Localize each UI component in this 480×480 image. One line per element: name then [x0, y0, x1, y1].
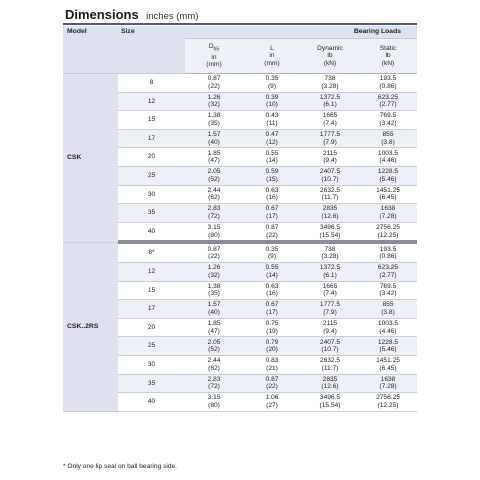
- l-cell: 0.87 (22): [243, 222, 301, 242]
- title-text: Dimensions: [65, 7, 139, 22]
- d-cell: 2.05 (52): [185, 166, 243, 185]
- l-cell: 1.06 (27): [243, 393, 301, 412]
- l-cell: 0.59 (15): [243, 166, 301, 185]
- dynamic-load-cell: 2115 (9.4): [301, 318, 359, 337]
- d-cell: 1.38 (35): [185, 111, 243, 130]
- d-cell: 1.57 (40): [185, 129, 243, 148]
- l-cell: 0.35 (9): [243, 242, 301, 262]
- header-dynamic: Dynamic lb (kN): [301, 39, 359, 74]
- static-load-cell: 1003.5 (4.46): [359, 318, 417, 337]
- header-d: $D_{h5}$ in (mm): [185, 39, 243, 74]
- static-load-cell: 1451.25 (6.45): [359, 185, 417, 204]
- dynamic-load-cell: 2632.5 (11.7): [301, 355, 359, 374]
- dynamic-load-cell: 1777.5 (7.9): [301, 300, 359, 319]
- d-cell: 3.15 (80): [185, 393, 243, 412]
- l-cell: 0.47 (12): [243, 129, 301, 148]
- static-load-cell: 769.5 (3.42): [359, 281, 417, 300]
- table-row: [63, 74, 417, 93]
- dynamic-load-cell: 2835 (12.6): [301, 374, 359, 393]
- l-cell: 0.83 (21): [243, 355, 301, 374]
- size-cell: 25: [118, 166, 185, 185]
- static-load-cell: 1228.5 (5.46): [359, 166, 417, 185]
- dynamic-load-cell: 2115 (9.4): [301, 148, 359, 167]
- footnote: * Only one lip seal on ball bearing side.: [63, 463, 177, 470]
- l-cell: 0.55 (14): [243, 262, 301, 281]
- static-load-cell: 2756.25 (12.25): [359, 222, 417, 242]
- dynamic-load-cell: 1665 (7.4): [301, 281, 359, 300]
- header-model: Model: [63, 26, 118, 74]
- size-cell: 15: [118, 111, 185, 130]
- size-cell: 20: [118, 318, 185, 337]
- size-cell: 40: [118, 393, 185, 412]
- dynamic-load-cell: 2835 (12.6): [301, 204, 359, 223]
- dynamic-load-cell: 2632.5 (11.7): [301, 185, 359, 204]
- l-cell: 0.63 (16): [243, 281, 301, 300]
- d-cell: 2.83 (72): [185, 204, 243, 223]
- static-load-cell: 2756.25 (12.25): [359, 393, 417, 412]
- d-cell: 2.44 (62): [185, 355, 243, 374]
- size-cell: 20: [118, 148, 185, 167]
- header-bearing-loads: Bearing Loads: [185, 26, 417, 39]
- size-cell: 35: [118, 204, 185, 223]
- header-l: L in (mm): [243, 39, 301, 74]
- dynamic-load-cell: 738 (3.28): [301, 74, 359, 93]
- static-load-cell: 623.25 (2.77): [359, 262, 417, 281]
- static-load-cell: 1228.5 (5.46): [359, 337, 417, 356]
- table-row: [63, 242, 417, 262]
- title-rule: [63, 23, 417, 25]
- size-cell: 12: [118, 92, 185, 111]
- static-load-cell: 769.5 (3.42): [359, 111, 417, 130]
- static-load-cell: 193.5 (0.86): [359, 74, 417, 93]
- d-cell: 2.83 (72): [185, 374, 243, 393]
- d-cell: 1.85 (47): [185, 318, 243, 337]
- static-load-cell: 1638 (7.28): [359, 204, 417, 223]
- d-cell: 0.87 (22): [185, 74, 243, 93]
- dynamic-load-cell: 1372.5 (6.1): [301, 262, 359, 281]
- size-cell: 25: [118, 337, 185, 356]
- static-load-cell: 623.25 (2.77): [359, 92, 417, 111]
- l-cell: 0.39 (10): [243, 92, 301, 111]
- size-cell: 17: [118, 300, 185, 319]
- size-cell: 8*: [118, 242, 185, 262]
- static-load-cell: 855 (3.8): [359, 300, 417, 319]
- l-cell: 0.79 (20): [243, 337, 301, 356]
- dynamic-load-cell: 2407.5 (10.7): [301, 337, 359, 356]
- d-cell: 1.26 (32): [185, 262, 243, 281]
- l-cell: 0.67 (17): [243, 204, 301, 223]
- static-load-cell: 855 (3.8): [359, 129, 417, 148]
- l-cell: 0.63 (16): [243, 185, 301, 204]
- l-cell: 0.43 (11): [243, 111, 301, 130]
- model-label: CSK: [63, 74, 118, 243]
- dynamic-load-cell: 3496.5 (15.54): [301, 393, 359, 412]
- size-cell: 12: [118, 262, 185, 281]
- size-cell: 15: [118, 281, 185, 300]
- d-cell: 3.15 (80): [185, 222, 243, 242]
- size-cell: 35: [118, 374, 185, 393]
- size-cell: 40: [118, 222, 185, 242]
- title-units: inches (mm): [146, 11, 199, 22]
- table-header: [63, 26, 417, 74]
- d-cell: 1.85 (47): [185, 148, 243, 167]
- l-cell: 0.75 (19): [243, 318, 301, 337]
- d-cell: 0.87 (22): [185, 242, 243, 262]
- static-load-cell: 1451.25 (6.45): [359, 355, 417, 374]
- l-cell: 0.55 (14): [243, 148, 301, 167]
- size-cell: 17: [118, 129, 185, 148]
- d-cell: 1.38 (35): [185, 281, 243, 300]
- group-csk: [63, 74, 417, 243]
- header-static: Static lb (kN): [359, 39, 417, 74]
- l-cell: 0.87 (22): [243, 374, 301, 393]
- static-load-cell: 193.5 (0.86): [359, 242, 417, 262]
- model-label: CSK..2RS: [63, 242, 118, 411]
- dynamic-load-cell: 1372.5 (6.1): [301, 92, 359, 111]
- size-cell: 8: [118, 74, 185, 93]
- dynamic-load-cell: 1665 (7.4): [301, 111, 359, 130]
- dynamic-load-cell: 2407.5 (10.7): [301, 166, 359, 185]
- d-cell: 2.44 (62): [185, 185, 243, 204]
- size-cell: 30: [118, 185, 185, 204]
- static-load-cell: 1638 (7.28): [359, 374, 417, 393]
- dimensions-table: [63, 26, 417, 412]
- dynamic-load-cell: 1777.5 (7.9): [301, 129, 359, 148]
- dynamic-load-cell: 3496.5 (15.54): [301, 222, 359, 242]
- dynamic-load-cell: 738 (3.28): [301, 242, 359, 262]
- d-cell: 2.05 (52): [185, 337, 243, 356]
- size-cell: 30: [118, 355, 185, 374]
- d-cell: 1.57 (40): [185, 300, 243, 319]
- group-csk-2rs: [63, 242, 417, 411]
- header-size: Size: [118, 26, 185, 74]
- page-title: [65, 6, 198, 24]
- d-cell: 1.26 (32): [185, 92, 243, 111]
- static-load-cell: 1003.5 (4.46): [359, 148, 417, 167]
- l-cell: 0.67 (17): [243, 300, 301, 319]
- l-cell: 0.35 (9): [243, 74, 301, 93]
